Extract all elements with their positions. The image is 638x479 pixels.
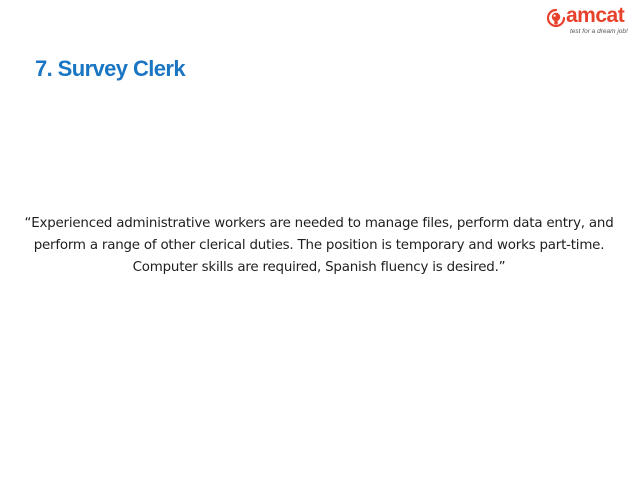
logo-tagline: test for a dream job! <box>570 28 628 35</box>
slide-title: 7. Survey Clerk <box>35 56 185 81</box>
job-description-quote: “Experienced administrative workers are needed to manage files, perform data entry, and perform a range of other clerical duties. The position is temporary and works part-time. Computer skills are required, Spanish fluency is desired.” <box>24 216 614 275</box>
lightbulb-icon <box>545 7 567 29</box>
amcat-logo <box>545 6 633 36</box>
logo-wordmark: amcat <box>566 4 625 27</box>
